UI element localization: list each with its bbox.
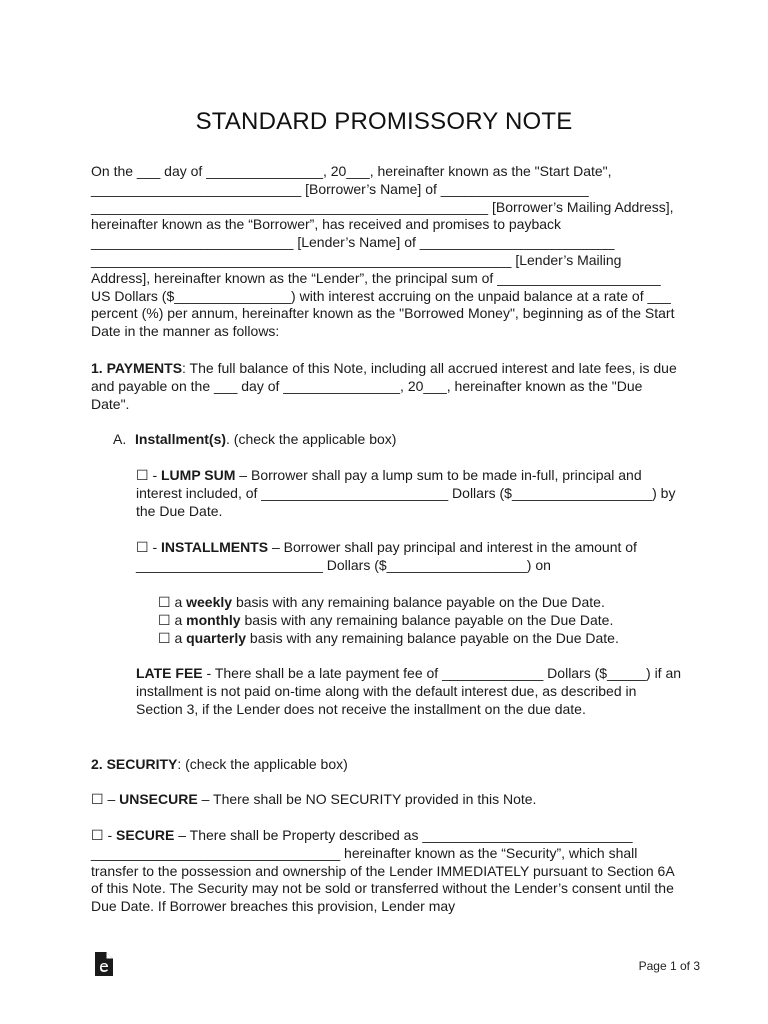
eforms-logo-icon	[93, 951, 115, 977]
intro-text: On the ___ day of _______________, 20___, hereinafter known as the "Start Date", ___________________________ [Borrower’s Name] of ___________________ ___________________________________________________ [Borrower’s Mailing Address], hereinafter known as the “Borrower”, has received and promises to payback __________________________ [Lender’s Name] of _________________________ ______________________________________________________ [Lender’s Mailing Address], hereinafter known as the “Lender”, the principal sum of _____________________ US Dollars ($_______________) with interest accruing on the unpaid balance at a rate of ___ percent (%) per annum, hereinafter known as the "Borrowed Money", beginning as of the Start Date in the manner as follows:	[91, 163, 675, 340]
frequency-quarterly[interactable]	[158, 630, 678, 648]
unsecure-text: – There shall be NO SECURITY provided in this Note.	[197, 791, 537, 807]
monthly-checkbox[interactable]: ☐ a	[158, 612, 187, 628]
payments-heading: 1. PAYMENTS	[91, 360, 183, 376]
late-fee-text: - There shall be a late payment fee of _____________ Dollars ($_____) if an installment is not paid on-time along with the default interest due, as described in Section 3, if the Lender does not receive the installment on the due date.	[136, 665, 682, 717]
installments-note: . (check the applicable box)	[226, 431, 397, 447]
secure-option	[91, 827, 681, 916]
security-note: : (check the applicable box)	[177, 756, 348, 772]
installments-option	[136, 539, 684, 575]
secure-heading: SECURE	[116, 827, 175, 843]
frequency-weekly[interactable]	[158, 594, 678, 612]
quarterly-checkbox[interactable]: ☐ a	[158, 630, 187, 646]
installments-checkbox[interactable]: ☐ -	[136, 539, 158, 555]
weekly-text: basis with any remaining balance payable on the Due Date.	[232, 594, 605, 610]
late-fee-section	[136, 665, 684, 718]
unsecure-heading: UNSECURE	[119, 791, 198, 807]
unsecure-option	[91, 791, 681, 809]
page-number: Page 1 of 3	[638, 959, 700, 973]
lump-sum-heading: LUMP SUM	[161, 467, 236, 483]
intro-paragraph	[91, 163, 681, 341]
installments-title: Installment(s)	[135, 431, 227, 447]
document-title: STANDARD PROMISSORY NOTE	[195, 108, 573, 135]
payments-text: : The full balance of this Note, including all accrued interest and late fees, is due and payable on the ___ day of _______________, 20___, hereinafter known as the "Due Date".	[91, 360, 677, 412]
installments-heading	[113, 431, 396, 449]
payments-section	[91, 360, 681, 413]
frequency-monthly[interactable]	[158, 612, 678, 630]
monthly-text: basis with any remaining balance payable on the Due Date.	[240, 612, 614, 628]
lump-sum-option	[136, 467, 684, 520]
quarterly-text: basis with any remaining balance payable on the Due Date.	[246, 630, 619, 646]
installments-option-text: – Borrower shall pay principal and interest in the amount of ________________________ Dollars ($__________________) on	[136, 539, 637, 573]
weekly-checkbox[interactable]: ☐ a	[158, 594, 187, 610]
secure-checkbox[interactable]: ☐ -	[91, 827, 113, 843]
unsecure-checkbox[interactable]: ☐ –	[91, 791, 116, 807]
installments-letter: A.	[113, 431, 127, 447]
late-fee-heading: LATE FEE	[136, 665, 203, 681]
installments-option-heading: INSTALLMENTS	[161, 539, 269, 555]
monthly-label: monthly	[186, 612, 241, 628]
weekly-label: weekly	[186, 594, 233, 610]
lump-sum-checkbox[interactable]: ☐ -	[136, 467, 158, 483]
secure-text: – There shall be Property described as ___________________________ ________________________________ hereinafter known as the “Security”, which shall transfer to the possession and ownership of the Lender IMMEDIATELY pursuant to Section 6A of this Note. The Security may not be sold or transferred without the Lender’s consent until the Due Date. If Borrower breaches this provision, Lender may	[91, 827, 674, 915]
security-heading	[91, 756, 681, 774]
lump-sum-text: – Borrower shall pay a lump sum to be made in-full, principal and interest included, of ________________________ Dollars ($__________________) by the Due Date.	[136, 467, 676, 519]
quarterly-label: quarterly	[186, 630, 247, 646]
security-title: 2. SECURITY	[91, 756, 178, 772]
